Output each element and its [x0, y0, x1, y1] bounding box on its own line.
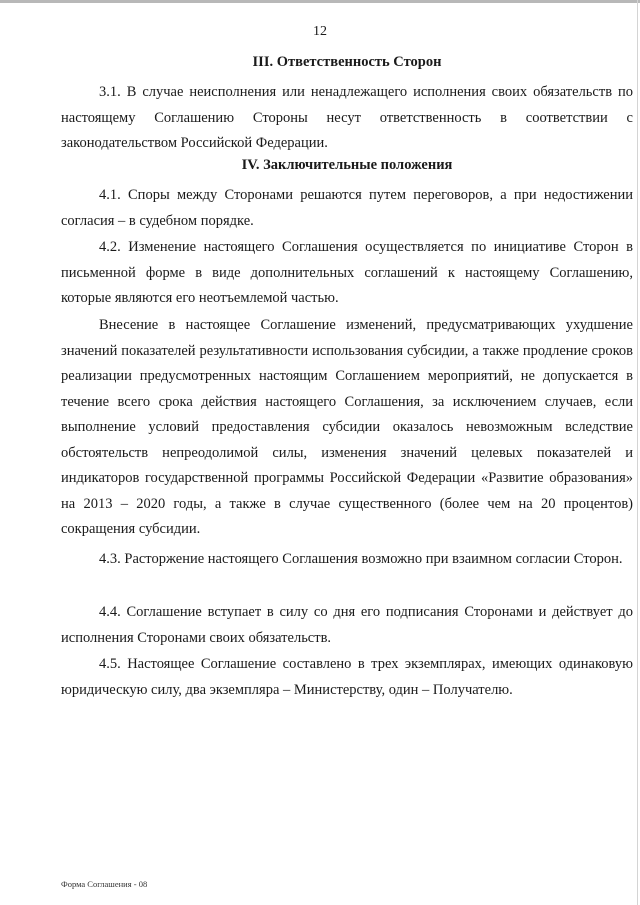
section-4-block-e: [61, 600, 633, 651]
page-number: 12: [313, 24, 327, 39]
paragraph-4-1: 4.1. Споры между Сторонами решаются путем переговоров, а при недостижении согласия – в судебном порядке.: [61, 187, 633, 229]
paragraph-4-5: 4.5. Настоящее Соглашение составлено в трех экземплярах, имеющих одинаковую юридическую силу, два экземпляра – Министерству, один – Получателю.: [61, 656, 633, 698]
section-4-block-d: [61, 547, 633, 573]
section-4-block-c: [61, 313, 633, 543]
scan-top-edge: [0, 0, 640, 3]
footer-form-label: Форма Соглашения - 08: [61, 879, 148, 889]
section-3-heading: III. Ответственность Сторон: [252, 54, 442, 70]
section-4-block-b: [61, 235, 633, 312]
paragraph-amendments: Внесение в настоящее Соглашение изменений, предусматривающих ухудшение значений показателей результативности использования субсидии, а также продление сроков реализации предусмотренных настоящим Соглашением мероприятий, не допускается в течение всего срока действия настоящего Соглашения, за исключением случаев, если выполнение условий предоставления субсидии оказалось невозможным вследствие обстоятельств непреодолимой силы, изменения значений целевых показателей и индикаторов государственной программы Российской Федерации «Развитие образования» на 2013 – 2020 годы, а также в случае существенного (более чем на 20 процентов) сокращения субсидии.: [61, 317, 633, 537]
section-4-block-f: [61, 652, 633, 703]
section-4-block-a: [61, 183, 633, 234]
paragraph-3-1: 3.1. В случае неисполнения или ненадлежащего исполнения своих обязательств по настоящему Соглашению Стороны несут ответственность в соответствии с законодательством Российской Федерации.: [61, 84, 633, 151]
section-4-heading: IV. Заключительные положения: [241, 157, 453, 173]
paragraph-4-4: 4.4. Соглашение вступает в силу со дня его подписания Сторонами и действует до исполнения Сторонами своих обязательств.: [61, 604, 633, 646]
paragraph-4-2: 4.2. Изменение настоящего Соглашения осуществляется по инициативе Сторон в письменной форме в виде дополнительных соглашений к настоящему Соглашению, которые являются его неотъемлемой частью.: [61, 239, 633, 306]
paragraph-4-3: 4.3. Расторжение настоящего Соглашения возможно при взаимном согласии Сторон.: [99, 551, 623, 567]
section-3-body: [61, 80, 633, 157]
scan-right-edge: [637, 0, 638, 905]
